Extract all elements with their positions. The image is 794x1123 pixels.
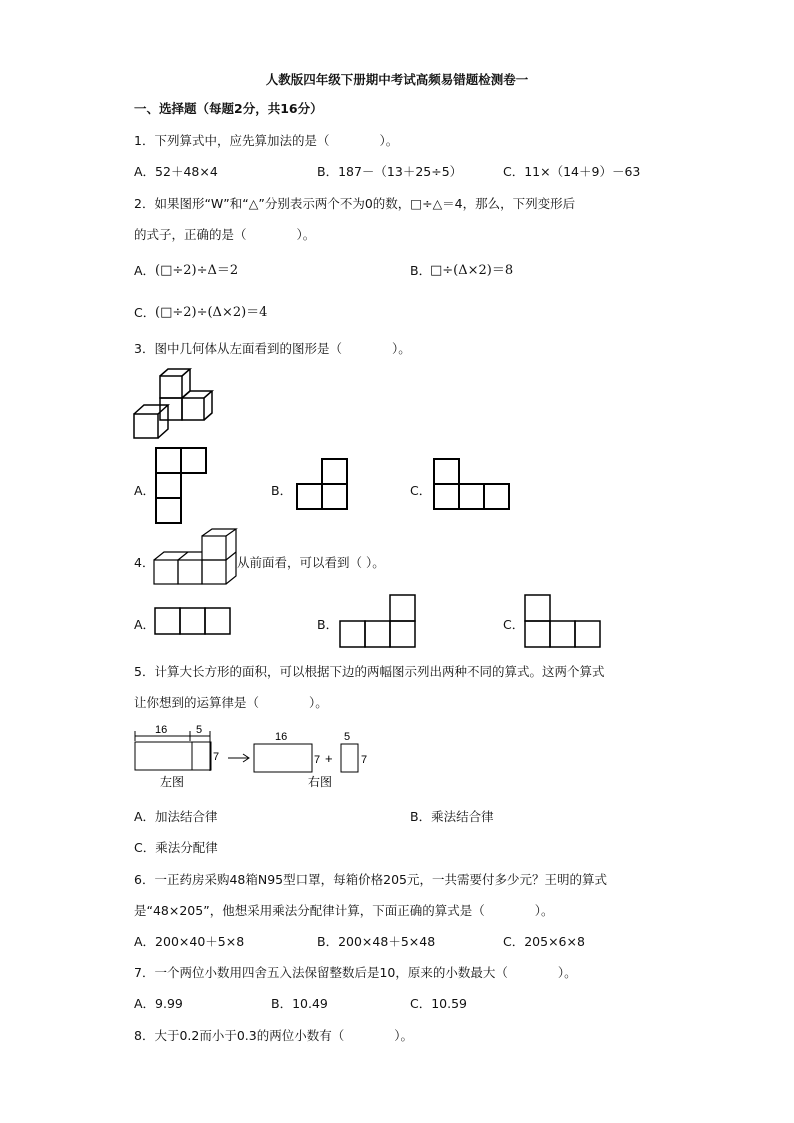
- q6-option-b: B．200×48＋5×48: [317, 934, 436, 949]
- q5-plus-sign: +: [325, 751, 333, 766]
- q5-left-height-7: 7: [213, 751, 220, 763]
- q4-option-a-figure: [154, 607, 234, 637]
- q2-option-a-label: A．: [134, 263, 156, 278]
- q6-stem-line2: 是“48×205”，他想采用乘法分配律计算，下面正确的算式是（ ）。: [134, 903, 554, 918]
- q5-right-caption: 右图: [308, 775, 333, 789]
- q5-option-a: A．加法结合律: [134, 809, 218, 824]
- q4-option-b-label: B．: [317, 617, 339, 632]
- q6-stem-line1: 6．一正药房采购48箱N95型口罩，每箱价格205元，一共需要付多少元？王明的算式: [134, 872, 607, 887]
- q1-stem: 1．下列算式中，应先算加法的是（ ）。: [134, 133, 399, 148]
- q2-option-a-expr: (□÷2)÷Δ＝2: [155, 263, 239, 278]
- q5-right-width-16: 16: [275, 731, 288, 743]
- q7-option-b: B．10.49: [271, 996, 328, 1011]
- q5-right-height-7b: 7: [361, 754, 368, 766]
- q6-option-c: C．205×6×8: [503, 934, 585, 949]
- q5-rectangle-figure: [130, 722, 380, 792]
- q7-option-a: A．9.99: [134, 996, 183, 1011]
- section-heading: 一、选择题（每题2分，共16分）: [134, 101, 323, 116]
- q3-option-c-figure: [432, 458, 512, 512]
- q7-option-c: C．10.59: [410, 996, 468, 1011]
- q5-left-width-16: 16: [155, 724, 168, 736]
- q1-option-a: A．52＋48×4: [134, 164, 218, 179]
- q4-cube-figure: [152, 528, 238, 590]
- q5-left-width-5: 5: [196, 724, 203, 736]
- q4-option-a-label: A．: [134, 617, 156, 632]
- q3-option-b-label: B．: [271, 483, 293, 498]
- q2-stem-line2: 的式子，正确的是（ ）。: [134, 227, 316, 242]
- q2-option-c-label: C．: [134, 305, 156, 320]
- q3-cube-figure: [130, 362, 225, 444]
- q3-option-c-label: C．: [410, 483, 432, 498]
- q3-option-b-figure: [294, 458, 350, 512]
- q5-option-c: C．乘法分配律: [134, 840, 218, 855]
- q5-right-width-5: 5: [344, 731, 351, 743]
- q4-stem: 从前面看，可以看到（ ）。: [237, 555, 385, 570]
- q5-option-b: B．乘法结合律: [410, 809, 494, 824]
- q2-option-b-label: B．: [410, 263, 432, 278]
- q4-option-b-figure: [339, 594, 419, 650]
- q4-option-c-figure: [524, 594, 604, 650]
- q2-stem-line1: 2．如果图形“W”和“△”分别表示两个不为0的数，□÷△＝4，那么，下列变形后: [134, 196, 576, 211]
- q5-stem-line2: 让你想到的运算律是（ ）。: [134, 695, 328, 710]
- q5-stem-line1: 5．计算大长方形的面积，可以根据下边的两幅图示列出两种不同的算式。这两个算式: [134, 664, 605, 679]
- q8-stem: 8．大于0.2而小于0.3的两位小数有（ ）。: [134, 1028, 413, 1043]
- q5-left-caption: 左图: [160, 775, 185, 789]
- q3-option-a-figure: [154, 447, 208, 525]
- q5-right-height-7: 7: [314, 754, 321, 766]
- q4-option-c-label: C．: [503, 617, 525, 632]
- q2-option-b-expr: □÷(Δ×2)＝8: [430, 263, 514, 278]
- q6-option-a: A．200×40＋5×8: [134, 934, 245, 949]
- q1-option-b: B．187－（13＋25÷5）: [317, 164, 463, 179]
- q3-option-a-label: A．: [134, 483, 156, 498]
- q4-number: 4．: [134, 555, 155, 570]
- q1-option-c: C．11×（14＋9）－63: [503, 164, 641, 179]
- page-title: 人教版四年级下册期中考试高频易错题检测卷一: [265, 72, 529, 87]
- q2-option-c-expr: (□÷2)÷(Δ×2)＝4: [155, 305, 268, 320]
- q7-stem: 7．一个两位小数用四舍五入法保留整数后是10，原来的小数最大（ ）。: [134, 965, 577, 980]
- q3-stem: 3．图中几何体从左面看到的图形是（ ）。: [134, 341, 411, 356]
